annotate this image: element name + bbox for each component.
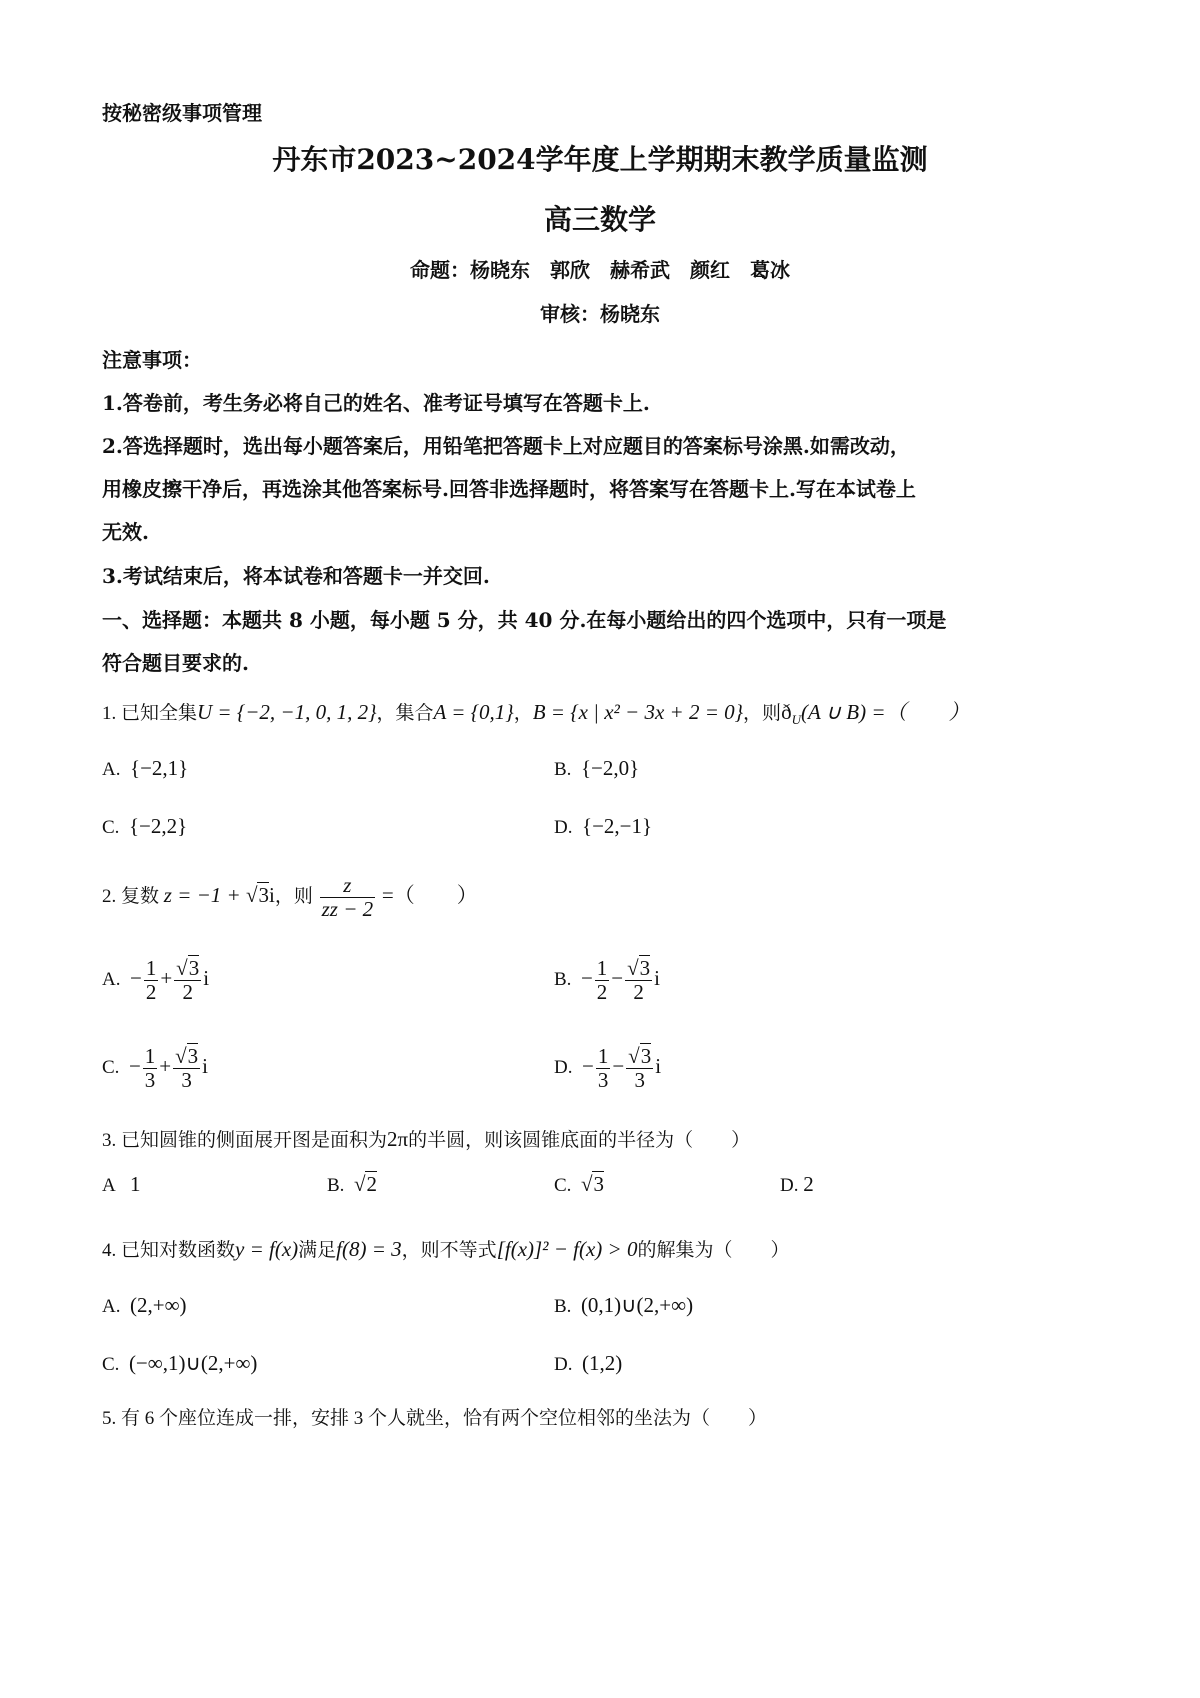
q3-option-a[interactable]: A 1: [102, 1172, 141, 1196]
question-text: 满足: [298, 1240, 337, 1261]
z-expression: z = −1 +: [163, 882, 246, 907]
fraction: $\frac{√3}{3}$: [628, 1044, 652, 1093]
question-number: 1.: [102, 703, 117, 724]
question-text: ，则: [743, 703, 782, 724]
notice-item-3: 3.考试结束后，将本试卷和答题卡一并交回.: [102, 564, 490, 588]
question-tail: =（ ）: [381, 882, 478, 907]
q1-option-b[interactable]: B. {−2,0}: [554, 756, 640, 780]
question-text: 有 6 个座位连成一排，安排 3 个人就坐，恰有两个空位相邻的坐法为（ ）: [121, 1408, 768, 1429]
q3-option-d[interactable]: D. 2: [780, 1172, 814, 1196]
imaginary-unit: i: [268, 882, 275, 907]
question-text: 已知全集: [121, 703, 198, 724]
notice-heading: 注意事项：: [102, 348, 202, 372]
notice-item-2-line-2: 用橡皮擦干净后，再选涂其他答案标号.回答非选择题时，将答案写在答题卡上.写在本试卷上: [102, 477, 916, 501]
notice-item-2-line-3: 无效.: [102, 520, 149, 544]
question-text: ，则: [274, 885, 313, 907]
q1-option-c[interactable]: C. {−2,2}: [102, 814, 188, 838]
sqrt-radicand: 3: [258, 882, 269, 907]
set-u-expression: U = {−2, −1, 0, 1, 2}: [197, 700, 377, 724]
section-1-instructions-line-2: 符合题目要求的.: [102, 651, 249, 675]
q4-option-b[interactable]: B. (0,1)∪(2,+∞): [554, 1293, 694, 1317]
q2-option-c[interactable]: C. − $\frac{1}{3}$ + $\frac{√3}{3}$ i: [102, 1044, 208, 1093]
question-5-stem: [102, 1403, 767, 1430]
complement-expression: $ð_U(A$ ∪ B) =（ ）: [781, 700, 970, 728]
q1-option-a[interactable]: A. {−2,1}: [102, 756, 189, 780]
section-1-instructions-line-1: 一、选择题：本题共 8 小题，每小题 5 分，共 40 分.在每小题给出的四个选项中，只有一项是: [102, 608, 947, 632]
q2-option-b[interactable]: B. − $\frac{1}{2}$ − $\frac{√3}{2}$ i: [554, 956, 660, 1005]
inequality-expression: [f(x)]² − f(x) > 0: [496, 1237, 638, 1261]
fraction: $\frac{1}{3}$: [597, 1044, 609, 1093]
fraction: $\frac{1}{2}$: [596, 956, 608, 1005]
q4-option-a[interactable]: A. (2,+∞): [102, 1293, 187, 1317]
notice-item-1: 1.答卷前，考生务必将自己的姓名、准考证号填写在答题卡上.: [102, 391, 650, 415]
q4-option-c[interactable]: C. (−∞,1)∪(2,+∞): [102, 1351, 258, 1375]
fraction: $\frac{√3}{2}$: [176, 956, 200, 1005]
area-value: 2π: [387, 1127, 409, 1151]
q4-option-d[interactable]: D. (1,2): [554, 1351, 623, 1375]
fraction: $\frac{√3}{2}$: [627, 956, 651, 1005]
question-2-stem: [102, 874, 478, 921]
exam-subject: 高三数学: [543, 203, 656, 236]
question-text: ，: [513, 703, 533, 724]
question-text: 的解集为（ ）: [637, 1240, 790, 1261]
condition-expression: f(8) = 3: [336, 1237, 402, 1261]
question-text: ，则不等式: [401, 1240, 497, 1261]
question-number: 5.: [102, 1408, 117, 1429]
question-text: 已知圆锥的侧面展开图是面积为: [121, 1130, 388, 1151]
fraction: $\frac{z}{zz - 2}$: [321, 873, 374, 922]
q2-option-d[interactable]: D. − $\frac{1}{3}$ − $\frac{√3}{3}$ i: [554, 1044, 662, 1093]
question-text: 复数: [121, 885, 160, 907]
function-expression: y = f(x): [235, 1237, 299, 1261]
fraction: $\frac{1}{3}$: [144, 1044, 156, 1093]
question-number: 2.: [102, 885, 117, 907]
q1-option-d[interactable]: D. {−2,−1}: [554, 814, 653, 838]
question-4-stem: [102, 1235, 789, 1262]
classification-label: 按秘密级事项管理: [102, 101, 262, 125]
set-a-expression: A = {0,1}: [433, 700, 514, 724]
fraction: $\frac{1}{2}$: [145, 956, 157, 1005]
question-3-stem: [102, 1125, 750, 1152]
q2-option-a[interactable]: A. − $\frac{1}{2}$ + $\frac{√3}{2}$ i: [102, 956, 210, 1005]
q3-option-c[interactable]: C. √3: [554, 1172, 604, 1196]
question-number: 4.: [102, 1240, 117, 1261]
exam-title: 丹东市2023~2024学年度上学期期末教学质量监测: [272, 143, 928, 176]
question-text: ，集合: [376, 703, 434, 724]
fraction: $\frac{√3}{3}$: [175, 1044, 199, 1093]
notice-item-2-line-1: 2.答选择题时，选出每小题答案后，用铅笔把答题卡上对应题目的答案标号涂黑.如需改动，: [102, 434, 910, 458]
question-1-stem: [102, 696, 970, 728]
question-text: 的半圆，则该圆锥底面的半径为（ ）: [408, 1130, 751, 1151]
question-text: 已知对数函数: [121, 1240, 236, 1261]
sqrt-symbol: √: [245, 882, 258, 907]
q3-option-b[interactable]: B. √2: [327, 1172, 377, 1196]
set-b-expression: B = {x | x² − 3x + 2 = 0}: [532, 700, 744, 724]
question-number: 3.: [102, 1130, 117, 1151]
exam-authors: 命题：杨晓东 郭欣 赫希武 颜红 葛冰: [410, 258, 790, 282]
exam-reviewer: 审核：杨晓东: [540, 302, 660, 326]
